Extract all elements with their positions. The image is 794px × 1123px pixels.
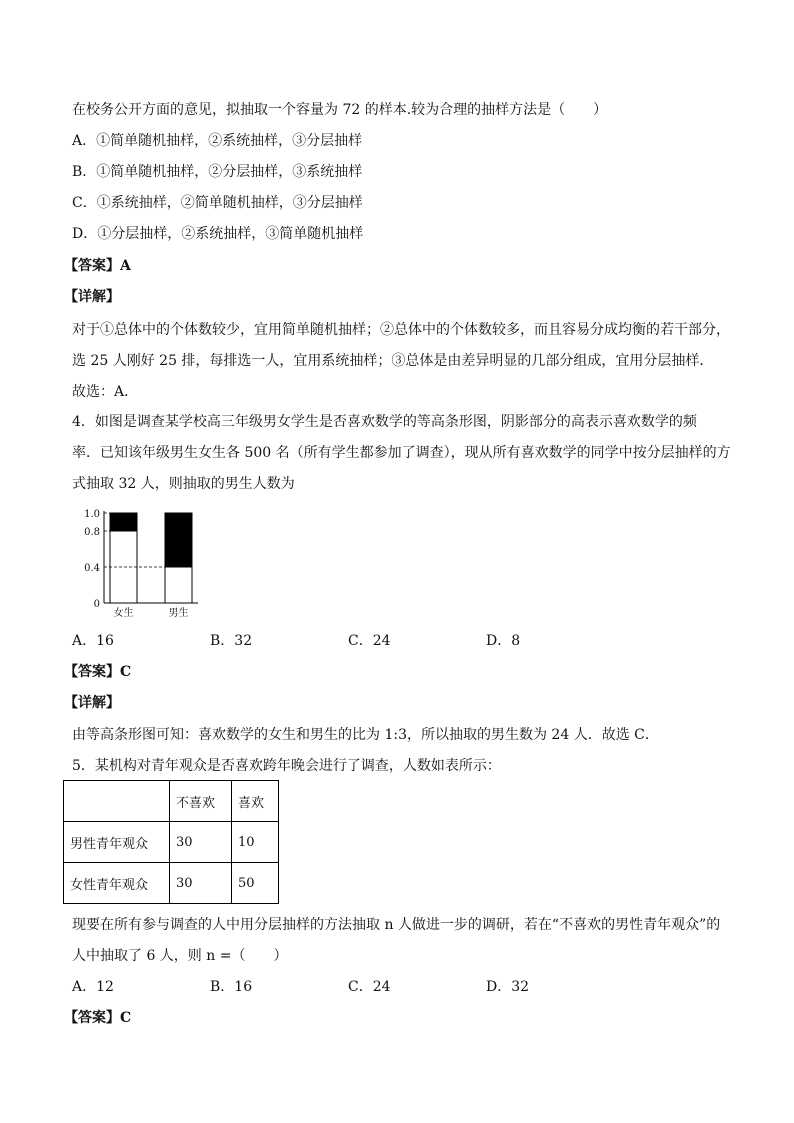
- table-cell: 30: [170, 822, 232, 863]
- table-row: [64, 822, 279, 863]
- q5-stem-line-1: 5．某机构对青年观众是否喜欢跨年晚会进行了调查，人数如表所示：: [72, 758, 501, 774]
- table-cell: 50: [232, 863, 279, 904]
- survey-table: [63, 780, 279, 904]
- chart-bars: [110, 513, 192, 603]
- q3-option-d: D．①分层抽样，②系统抽样，③简单随机抽样: [72, 226, 364, 242]
- q5-answer: 【答案】C: [64, 1010, 132, 1026]
- q4-detail-label: 【详解】: [64, 695, 120, 711]
- q4-option-d: D．8: [486, 633, 521, 649]
- y-tick-label: 0.4: [84, 563, 100, 574]
- table-header-cell: 喜欢: [232, 781, 279, 822]
- q4-stem-line-2: 率．已知该年级男生女生各 500 名（所有学生都参加了调查），现从所有喜欢数学的同学中按分层抽样的方: [72, 445, 731, 461]
- table-header-row: [64, 781, 279, 822]
- table-header-cell: [64, 781, 170, 822]
- q4-option-b: B．32: [210, 633, 253, 649]
- q4-option-a: A．16: [72, 633, 114, 649]
- q4-option-c: C．24: [348, 633, 391, 649]
- y-tick-label: 1.0: [84, 509, 100, 520]
- chart-x-ticks: [114, 606, 189, 619]
- q3-detail-line-3: 故选：A．: [72, 384, 139, 400]
- q3-detail-line-2: 选 25 人刚好 25 排，每排选一人，宜用系统抽样；③总体是由差异明显的几部分组成，宜用分层抽样．: [72, 353, 714, 369]
- y-tick-label: 0: [93, 599, 100, 610]
- q4-options: [72, 631, 632, 651]
- q3-answer: 【答案】A: [64, 258, 131, 274]
- q3-option-b: B．①简单随机抽样，②分层抽样，③系统抽样: [72, 164, 363, 180]
- table-row: [64, 863, 279, 904]
- q5-stem-line-3: 人中抽取了 6 人，则 n =（ ）: [72, 948, 288, 964]
- q3-detail-label: 【详解】: [64, 289, 120, 305]
- q3-stem-line: 在校务公开方面的意见，拟抽取一个容量为 72 的样本.较为合理的抽样方法是（ ）: [72, 102, 608, 118]
- x-tick-label: 男生: [168, 608, 189, 619]
- table-cell: 10: [232, 822, 279, 863]
- table-cell: 30: [170, 863, 232, 904]
- q5-stem-line-2: 现要在所有参与调查的人中用分层抽样的方法抽取 n 人做进一步的调研，若在“不喜欢的男性青年观众”的: [72, 917, 721, 933]
- q4-stem-line-1: 4．如图是调查某学校高三年级男女学生是否喜欢数学的等高条形图，阴影部分的高表示喜欢数学的频: [72, 414, 697, 430]
- stacked-bar-chart: [70, 505, 230, 623]
- bar-upper-segment: [165, 513, 192, 567]
- y-tick-label: 0.8: [84, 527, 100, 538]
- q3-option-c: C．①系统抽样，②简单随机抽样，③分层抽样: [72, 195, 363, 211]
- bar-lower-segment: [165, 567, 192, 603]
- q4-detail-line-1: 由等高条形图可知：喜欢数学的女生和男生的比为 1:3，所以抽取的男生数为 24 人．故选 C．: [72, 727, 659, 743]
- chart-y-ticks: [84, 509, 100, 610]
- q3-option-a: A．①简单随机抽样，②系统抽样，③分层抽样: [72, 133, 363, 149]
- q3-detail-line-1: 对于①总体中的个体数较少，宜用简单随机抽样；②总体中的个体数较多，而且容易分成均衡的若干部分，: [72, 322, 730, 338]
- table-header-cell: 不喜欢: [170, 781, 232, 822]
- bar-upper-segment: [110, 513, 137, 531]
- q5-option-a: A．12: [72, 979, 114, 995]
- q4-answer: 【答案】C: [64, 664, 132, 680]
- x-tick-label: 女生: [113, 608, 134, 619]
- q5-option-d: D．32: [486, 979, 530, 995]
- q5-option-b: B．16: [210, 979, 253, 995]
- table-cell: 男性青年观众: [64, 822, 170, 863]
- q5-options: [72, 977, 632, 997]
- table-cell: 女性青年观众: [64, 863, 170, 904]
- q4-stem-line-3: 式抽取 32 人，则抽取的男生人数为: [72, 476, 295, 492]
- q5-option-c: C．24: [348, 979, 391, 995]
